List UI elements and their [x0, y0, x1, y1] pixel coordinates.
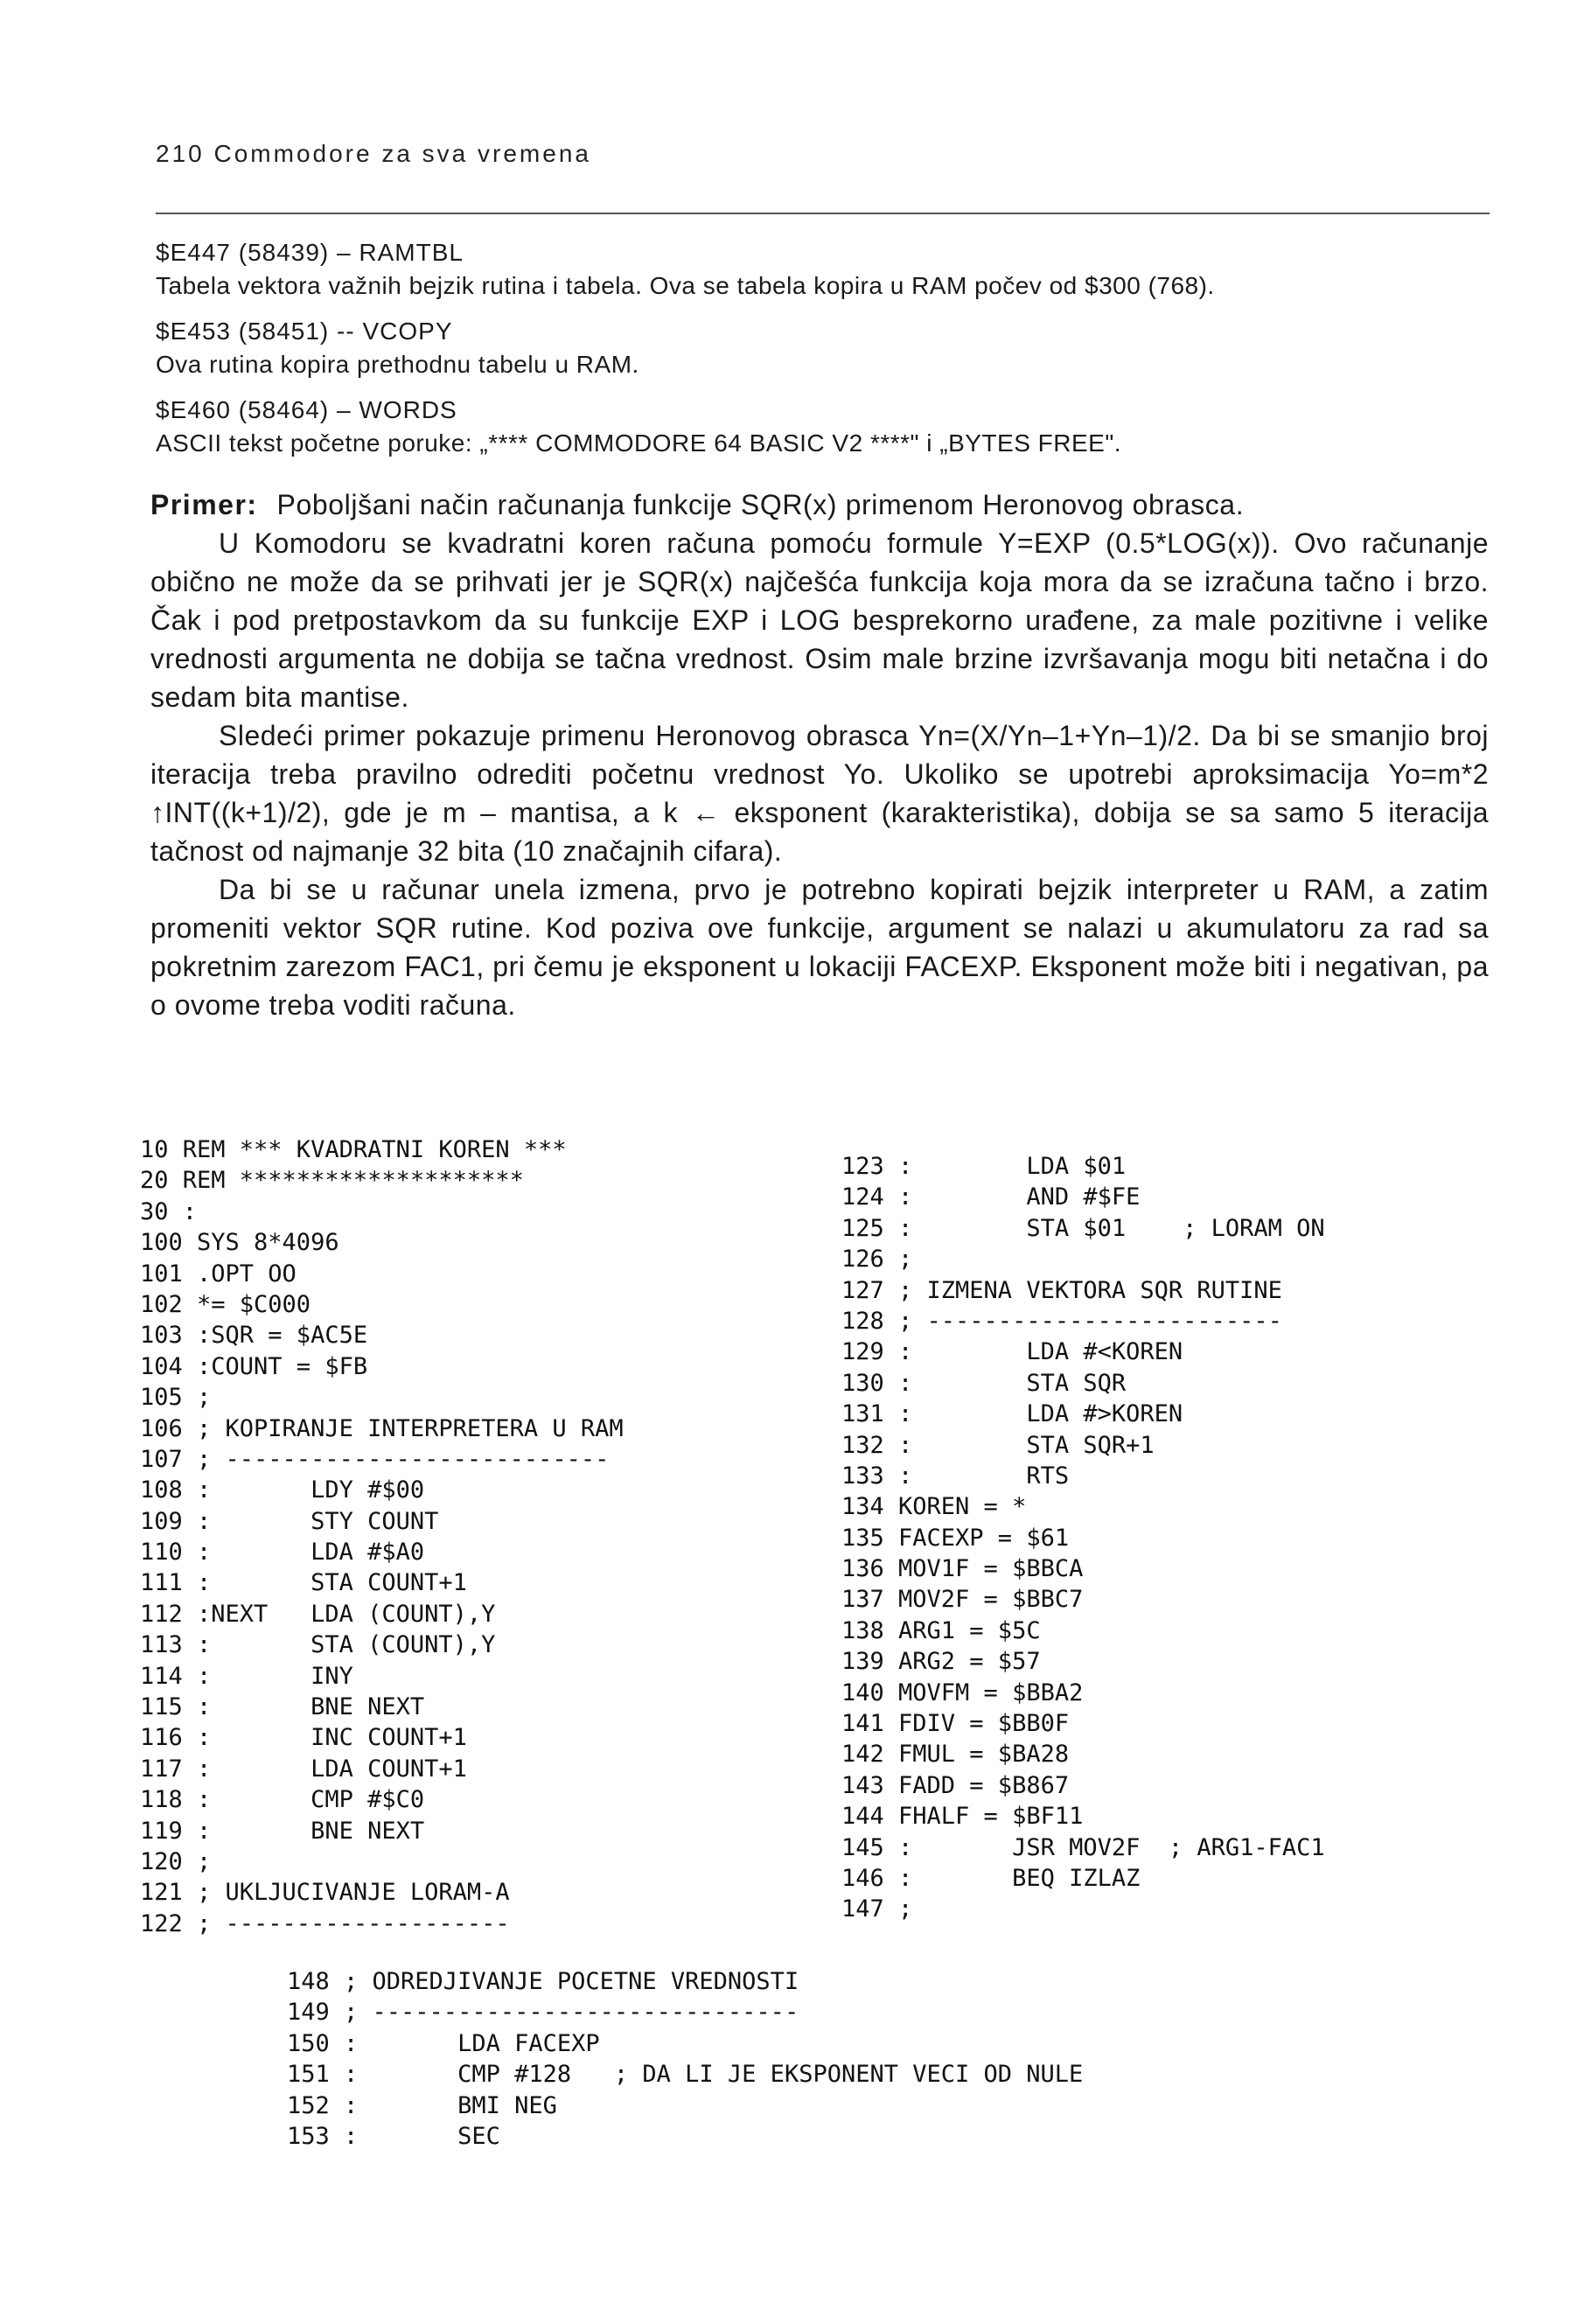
code-line: 105 ; [140, 1384, 212, 1412]
code-line: 129 : LDA #<KOREN [841, 1338, 1183, 1366]
body-paragraph: Sledeći primer pokazuje primenu Heronovog obrasca Yn=(X/Yn–1+Yn–1)/2. Da bi se smanjio broj iteracija treba pravilno odrediti početnu vrednost Yo. Ukoliko se upotrebi aproksimacija Yo=m*2 ↑INT((k+1)/2), gde je m – mantisa, a k ← eksponent (karakteristika), dobija se sa samo 5 iteracija tačnost od najmanje 32 bita (10 značajnih cifara). [150, 720, 1489, 867]
memory-entry [156, 315, 1485, 381]
code-line: 125 : STA $01 ; LORAM ON [841, 1214, 1325, 1242]
code-line: 139 ARG2 = $57 [841, 1648, 1041, 1676]
code-line: 138 ARG1 = $5C [841, 1616, 1041, 1644]
memory-entry [156, 236, 1485, 303]
code-line: 146 : BEQ IZLAZ [841, 1864, 1141, 1892]
code-line: 115 : BNE NEXT [140, 1693, 425, 1721]
code-line: 150 : LDA FACEXP [287, 2029, 600, 2057]
code-line: 113 : STA (COUNT),Y [140, 1631, 496, 1659]
page-header: 210 Commodore za sva vremena [156, 140, 591, 167]
code-line: 137 MOV2F = $BBC7 [841, 1586, 1084, 1614]
code-line: 131 : LDA #>KOREN [841, 1400, 1183, 1428]
example-section [150, 485, 1489, 1024]
code-line: 109 : STY COUNT [140, 1507, 439, 1535]
code-line: 147 ; [841, 1895, 913, 1923]
code-line: 124 : AND #$FE [841, 1183, 1141, 1211]
memory-map-entries [156, 236, 1485, 472]
code-line: 119 : BNE NEXT [140, 1817, 425, 1845]
code-line: 118 : CMP #$C0 [140, 1786, 425, 1814]
code-line: 127 ; IZMENA VEKTORA SQR RUTINE [841, 1276, 1282, 1304]
code-line: 10 REM *** KVADRATNI KOREN *** [140, 1136, 567, 1163]
code-line: 121 ; UKLJUCIVANJE LORAM-A [140, 1879, 510, 1907]
header-divider [156, 213, 1490, 214]
entry-description: Ova rutina kopira prethodnu tabelu u RAM. [156, 351, 639, 378]
code-listing-bottom [287, 1966, 1083, 2152]
code-line: 112 :NEXT LDA (COUNT),Y [140, 1600, 496, 1628]
code-line: 111 : STA COUNT+1 [140, 1569, 467, 1597]
code-line: 114 : INY [140, 1662, 353, 1690]
code-line: 20 REM ******************** [140, 1167, 524, 1195]
code-line: 116 : INC COUNT+1 [140, 1724, 467, 1752]
example-body [150, 524, 1489, 1024]
code-line: 153 : SEC [287, 2122, 500, 2150]
body-paragraph: Da bi se u računar unela izmena, prvo je potrebno kopirati bejzik interpreter u RAM, a zatim promeniti vektor SQR rutine. Kod poziva ove funkcije, argument se nalazi u akumulatoru za rad sa pokretnim zarezom FAC1, pri čemu je eksponent u lokaciji FACEXP. Eksponent može biti i negativan, pa o ovome treba voditi računa. [150, 874, 1489, 1021]
code-line: 141 FDIV = $BB0F [841, 1710, 1070, 1738]
code-listing-right [841, 1151, 1325, 1925]
example-heading [150, 485, 1489, 524]
code-line: 144 FHALF = $BF11 [841, 1803, 1084, 1831]
code-line: 142 FMUL = $BA28 [841, 1741, 1070, 1769]
code-line: 30 : [140, 1197, 198, 1225]
code-line: 136 MOV1F = $BBCA [841, 1555, 1084, 1583]
entry-heading: $E447 (58439) – RAMTBL [156, 239, 464, 266]
code-line: 132 : STA SQR+1 [841, 1431, 1155, 1459]
entry-description: ASCII tekst početne poruke: „**** COMMODORE 64 BASIC V2 ****" i „BYTES FREE". [156, 429, 1122, 457]
memory-entry [156, 394, 1485, 460]
code-line: 149 ; ------------------------------ [287, 1999, 799, 2027]
code-listing-left [140, 1134, 624, 1939]
code-line: 143 FADD = $B867 [841, 1771, 1070, 1799]
code-line: 130 : STA SQR [841, 1369, 1127, 1397]
code-line: 110 : LDA #$A0 [140, 1539, 425, 1567]
code-line: 106 ; KOPIRANJE INTERPRETERA U RAM [140, 1414, 624, 1442]
code-line: 140 MOVFM = $BBA2 [841, 1678, 1084, 1706]
code-line: 152 : BMI NEG [287, 2091, 557, 2119]
example-label: Primer: [150, 489, 258, 520]
example-title: Poboljšani način računanja funkcije SQR(x) primenom Heronovog obrasca. [276, 489, 1245, 520]
code-line: 145 : JSR MOV2F ; ARG1-FAC1 [841, 1833, 1325, 1861]
code-line: 135 FACEXP = $61 [841, 1524, 1070, 1552]
code-line: 151 : CMP #128 ; DA LI JE EKSPONENT VECI OD NULE [287, 2061, 1084, 2089]
body-paragraph: U Komodoru se kvadratni koren računa pomoću formule Y=EXP (0.5*LOG(x)). Ovo računanje obično ne može da se prihvati jer je SQR(x) najčešća funkcija koja mora da se izračuna tačno i brzo. Čak i pod pretpostavkom da su funkcije EXP i LOG besprekorno urađene, za male pozitivne i velike vrednosti argumenta ne dobija se tačna vrednost. Osim male brzine izvršavanja mogu biti netačna i do sedam bita mantise. [150, 527, 1489, 713]
entry-heading: $E453 (58451) -- VCOPY [156, 318, 453, 345]
code-line: 148 ; ODREDJIVANJE POCETNE VREDNOSTI [287, 1968, 799, 1995]
code-line: 128 ; ------------------------- [841, 1307, 1282, 1335]
code-line: 107 ; --------------------------- [140, 1445, 610, 1473]
code-line: 103 :SQR = $AC5E [140, 1322, 368, 1350]
entry-heading: $E460 (58464) – WORDS [156, 396, 457, 423]
code-line: 100 SYS 8*4096 [140, 1229, 339, 1257]
code-line: 134 KOREN = * [841, 1493, 1027, 1521]
code-line: 117 : LDA COUNT+1 [140, 1755, 467, 1783]
code-line: 101 .OPT OO [140, 1260, 297, 1288]
code-line: 126 ; [841, 1246, 913, 1274]
code-line: 108 : LDY #$00 [140, 1476, 425, 1504]
code-line: 122 ; -------------------- [140, 1909, 510, 1937]
code-line: 102 *= $C000 [140, 1290, 311, 1318]
code-line: 123 : LDA $01 [841, 1153, 1127, 1180]
code-line: 120 ; [140, 1847, 212, 1875]
entry-description: Tabela vektora važnih bejzik rutina i tabela. Ova se tabela kopira u RAM počev od $300 (768). [156, 272, 1215, 299]
code-line: 133 : RTS [841, 1462, 1070, 1490]
code-line: 104 :COUNT = $FB [140, 1352, 368, 1380]
